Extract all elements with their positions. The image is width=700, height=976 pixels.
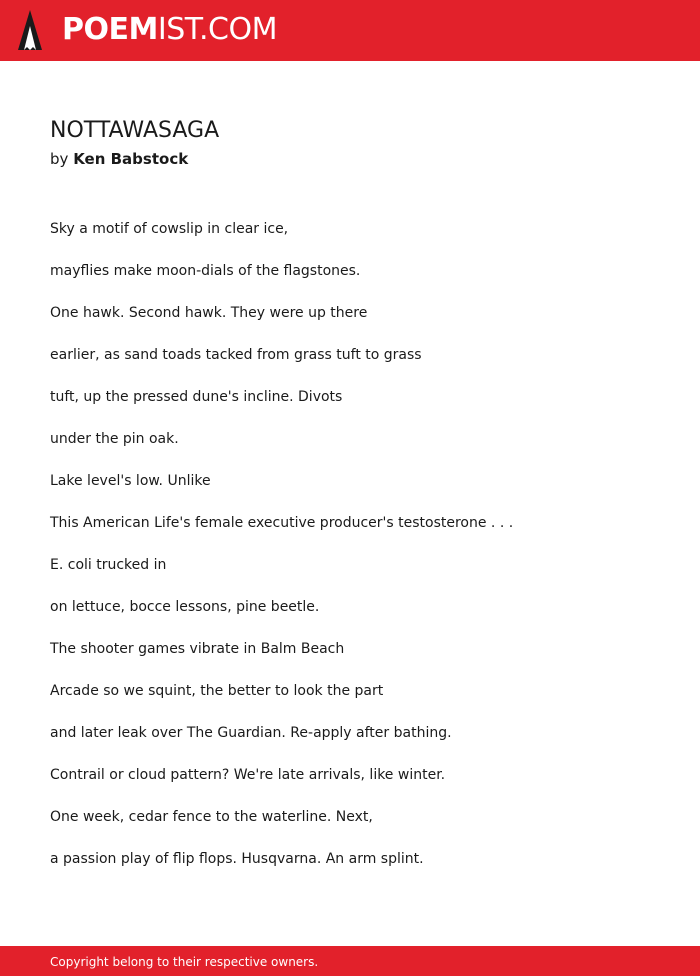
by-label: by [50,150,69,168]
poem-line: Contrail or cloud pattern? We're late arrivals, like winter. [50,767,446,783]
poem-line: One week, cedar fence to the waterline. Next, [50,809,373,825]
poem-line: The shooter games vibrate in Balm Beach [50,641,345,657]
byline [50,148,188,170]
poem-line: earlier, as sand toads tacked from grass tuft to grass [50,347,422,363]
poem-line: Sky a motif of cowslip in clear ice, [50,221,289,237]
poem-line: mayflies make moon-dials of the flagstones. [50,263,361,279]
logo-light-text: IST.COM [157,12,277,47]
poem-line: This American Life's female executive producer's testosterone . . . [50,515,514,531]
poem-line: E. coli trucked in [50,557,167,573]
site-logo[interactable] [62,11,277,49]
poem-line: under the pin oak. [50,431,179,447]
poem-line: tuft, up the pressed dune's incline. Divots [50,389,343,405]
poem-title: NOTTAWASAGA [50,118,220,143]
pen-nib-icon[interactable] [17,9,43,51]
poem-line: a passion play of flip flops. Husqvarna. An arm splint. [50,851,424,867]
author-name: Ken Babstock [73,150,189,168]
logo-bold-text: POEM [62,12,158,47]
site-footer [0,946,700,976]
site-header [0,0,700,61]
poem-line: Lake level's low. Unlike [50,473,211,489]
poem-line: on lettuce, bocce lessons, pine beetle. [50,599,320,615]
poem-line: Arcade so we squint, the better to look the part [50,683,384,699]
poem-line: One hawk. Second hawk. They were up there [50,305,368,321]
copyright-text: Copyright belong to their respective owners. [50,955,319,969]
poem-body [50,218,670,890]
poem-line: and later leak over The Guardian. Re-apply after bathing. [50,725,452,741]
